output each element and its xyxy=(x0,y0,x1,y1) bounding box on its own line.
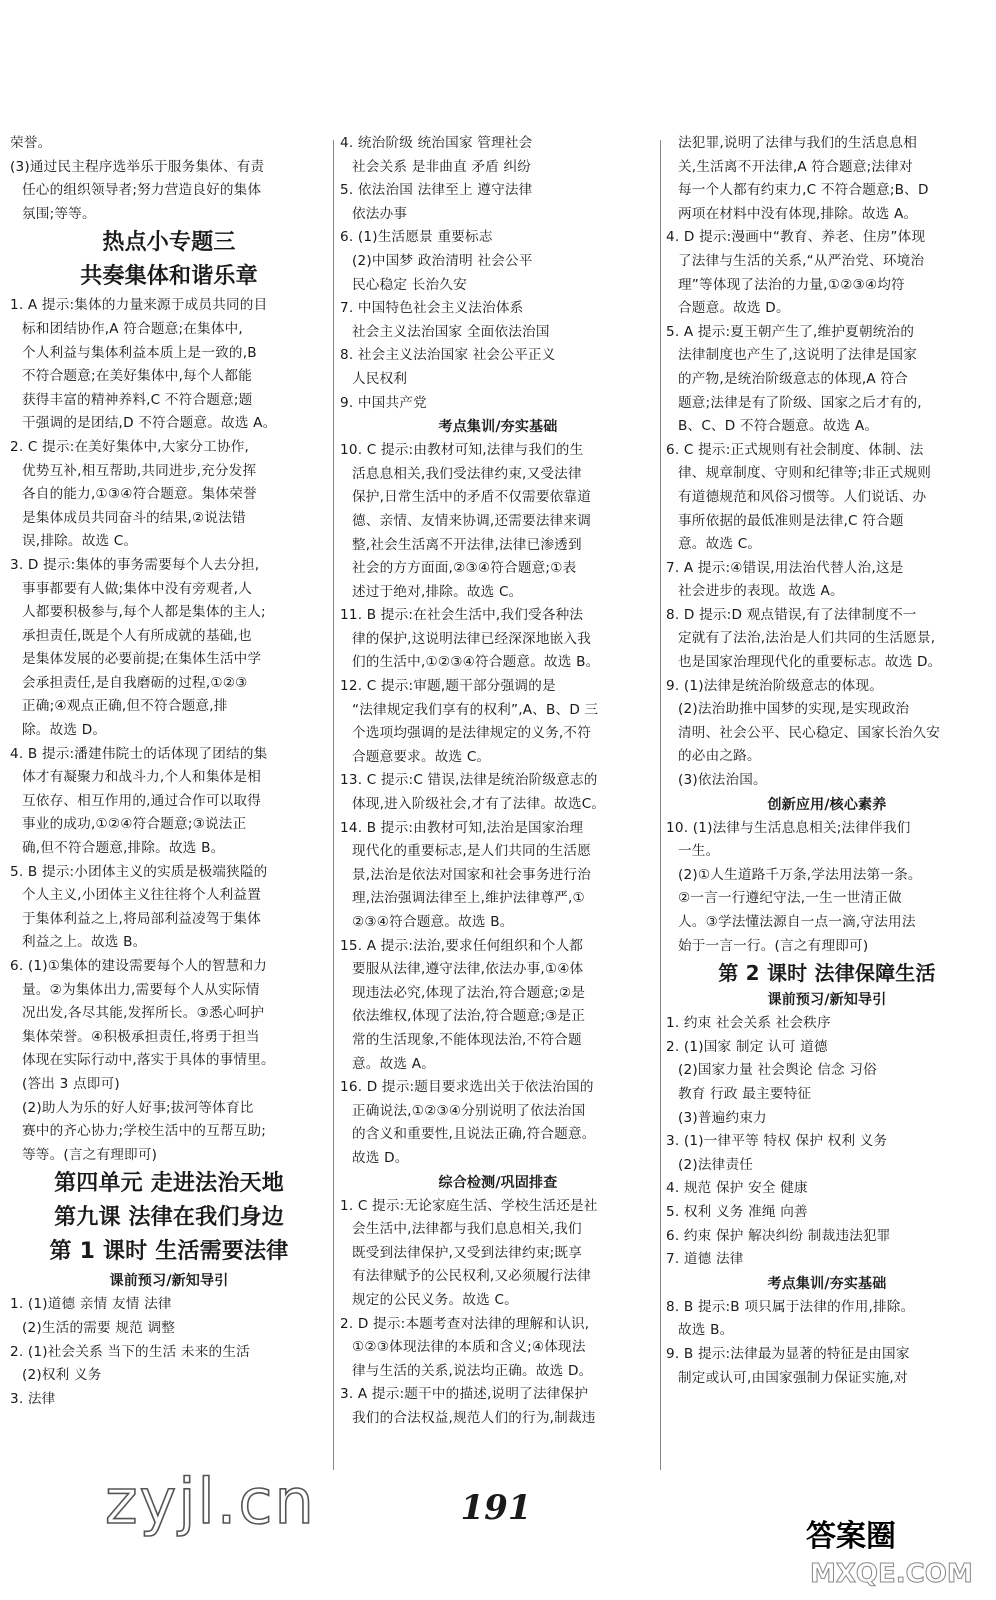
text-line: (2)法治助推中国梦的实现,是实现政治 xyxy=(678,701,910,718)
text-line: 5. B 提示:小团体主义的实质是极端狭隘的 xyxy=(10,863,268,880)
text-line: 两项在材料中没有体现,排除。故选 A。 xyxy=(678,205,918,222)
text-line: 6. C 提示:正式规则有社会制度、体制、法 xyxy=(666,441,924,458)
text-line: 4. B 提示:潘建伟院士的话体现了团结的集 xyxy=(10,745,268,762)
text-line: 的产物,是统治阶级意志的体现,A 符合 xyxy=(678,370,908,387)
text-line: 7. 道德 法律 xyxy=(666,1251,744,1268)
text-line: 事业的成功,①②④符合题意;③说法正 xyxy=(22,816,247,833)
text-line: 2. C 提示:在美好集体中,大家分工协作, xyxy=(10,438,250,455)
text-line: 3. D 提示:集体的事务需要每个人去分担, xyxy=(10,556,260,573)
text-line: 民心稳定 长治久安 xyxy=(352,276,467,293)
text-line: 各自的能力,①③④符合题意。集体荣誉 xyxy=(22,486,257,503)
text-line: (2)国家力量 社会舆论 信念 习俗 xyxy=(678,1062,877,1079)
text-line: 5. A 提示:夏王朝产生了,维护夏朝统治的 xyxy=(666,323,915,340)
mxqe-logo-icon xyxy=(800,1516,986,1594)
subsection-heading: 考点集训/夯实基础 xyxy=(438,419,558,436)
text-line: 8. D 提示:D 观点错误,有了法律制度不一 xyxy=(666,606,917,623)
text-line: 于集体利益之上,将局部利益凌驾于集体 xyxy=(22,910,262,927)
text-line: 依法维权,体现了法治,符合题意;③是正 xyxy=(352,1008,586,1025)
text-line: 正确说法,①②③④分别说明了依法治国 xyxy=(352,1102,586,1119)
text-line: 8. B 提示:B 项只属于法律的作用,排除。 xyxy=(666,1298,915,1315)
subsection-heading: 考点集训/夯实基础 xyxy=(767,1275,887,1292)
text-line: 任心的组织领导者;努力营造良好的集体 xyxy=(22,182,262,199)
text-line: 故选 D。 xyxy=(352,1149,409,1166)
text-line: 况出发,各尽其能,发挥所长。③悉心呵护 xyxy=(22,1005,265,1022)
text-line: 既受到法律保护,又受到法律约束;既享 xyxy=(352,1244,582,1261)
text-line: 1. C 提示:无论家庭生活、学校生活还是社 xyxy=(340,1197,598,1214)
text-line: 合题意。故选 D。 xyxy=(678,300,790,317)
text-line: 荣誉。 xyxy=(10,135,52,151)
text-line: 4. D 提示:漫画中“教育、养老、住房”体现 xyxy=(666,229,926,246)
text-line: 确,但不符合题意,排除。故选 B。 xyxy=(22,840,225,857)
text-line: 5. 权利 义务 准绳 向善 xyxy=(666,1203,808,1220)
text-line: 清明、社会公平、民心稳定、国家长治久安 xyxy=(678,724,941,741)
text-line: 人民权利 xyxy=(352,370,408,387)
text-line: 3. 法律 xyxy=(10,1390,56,1407)
text-line: 依法办事 xyxy=(352,205,408,222)
text-line: 个人主义,小团体主义往往将个人利益置 xyxy=(22,887,262,904)
text-line: 9. 中国共产党 xyxy=(340,394,427,411)
text-line: 定就有了法治,法治是人们共同的生活愿景, xyxy=(678,630,936,647)
text-line: 集体荣誉。④积极承担责任,将勇于担当 xyxy=(22,1028,260,1045)
text-line: 3. (1)一律平等 特权 保护 权利 义务 xyxy=(666,1133,888,1150)
text-line: 理”等体现了法治的力量,①②③④均符 xyxy=(678,276,905,293)
text-line: 关,生活离不开法律,A 符合题意;法律对 xyxy=(678,158,913,175)
text-line: 景,法治是依法对国家和社会事务进行治 xyxy=(352,866,592,883)
text-line: 社会主义法治国家 全面依法治国 xyxy=(352,323,550,340)
subsection-heading: 创新应用/核心素养 xyxy=(767,796,887,813)
text-line: 15. A 提示:法治,要求任何组织和个人都 xyxy=(340,937,584,954)
column-divider xyxy=(333,140,334,1470)
column-1 xyxy=(10,132,328,1411)
text-line: 不符合题意;在美好集体中,每个人都能 xyxy=(22,368,252,385)
text-line: 事所依据的最低准则是法律,C 符合题 xyxy=(678,512,904,529)
text-line: 赛中的齐心协力;学校生活中的互帮互助; xyxy=(22,1123,267,1140)
text-line: (3)依法治国。 xyxy=(678,772,767,789)
column-divider xyxy=(660,140,661,1470)
text-line: 10. (1)法律与生活息息相关;法律伴我们 xyxy=(666,819,911,836)
text-line: 7. 中国特色社会主义法治体系 xyxy=(340,300,524,317)
watermark-domain: MXQE.COM xyxy=(810,1559,973,1589)
text-line: 6. 约束 保护 解决纠纷 制裁违法犯罪 xyxy=(666,1227,891,1244)
text-line: 始于一言一行。(言之有理即可) xyxy=(678,937,869,954)
text-line: 社会关系 是非曲直 矛盾 纠纷 xyxy=(352,158,532,175)
column-2 xyxy=(340,132,656,1430)
text-line: 教育 行政 最主要特征 xyxy=(678,1085,812,1102)
text-line: 1. A 提示:集体的力量来源于成员共同的目 xyxy=(10,297,268,314)
text-line: 活息息相关,我们受法律约束,又受法律 xyxy=(352,465,582,482)
text-line: 体才有凝聚力和战斗力,个人和集体是相 xyxy=(22,769,262,786)
text-line: 人都要积极参与,每个人都是集体的主人; xyxy=(22,604,266,621)
text-line: 要服从法律,遵守法律,依法办事,①④体 xyxy=(352,961,584,978)
text-line: 体现在实际行动中,落实于具体的事情里。 xyxy=(22,1052,275,1069)
section-heading: 第 1 课时 生活需要法律 xyxy=(49,1239,289,1265)
text-line: (3)通过民主程序选举乐于服务集体、有责 xyxy=(10,158,265,175)
text-line: 德、亲情、友情来协调,还需要法律来调 xyxy=(352,512,592,529)
text-line: 8. 社会主义法治国家 社会公平正义 xyxy=(340,347,556,364)
text-line: ②一言一行遵纪守法,一生一世清正做 xyxy=(678,890,902,907)
text-line: 互依存、相互作用的,通过合作可以取得 xyxy=(22,792,262,809)
text-line: 一生。 xyxy=(678,843,720,860)
text-line: (2)助人为乐的好人好事;拔河等体育比 xyxy=(22,1099,254,1116)
text-line: 题意;法律是有了阶级、国家之后才有的, xyxy=(678,394,922,411)
text-line: (3)普遍约束力 xyxy=(678,1109,767,1126)
text-line: 6. (1)生活愿景 重要标志 xyxy=(340,229,493,246)
text-line: 16. D 提示:题目要求选出关于依法治国的 xyxy=(340,1079,594,1096)
text-line: 现违法必究,体现了法治,符合题意;②是 xyxy=(352,984,586,1001)
subsection-heading: 课前预习/新知导引 xyxy=(767,992,887,1009)
section-heading: 第四单元 走进法治天地 xyxy=(54,1171,284,1197)
column-3 xyxy=(666,132,988,1390)
watermark-zyjl: zyjl.cn xyxy=(105,1465,316,1538)
text-line: 保护,日常生活中的矛盾不仅需要依靠道 xyxy=(352,489,592,506)
text-line: 律的保护,这说明法律已经深深地嵌入我 xyxy=(352,630,592,647)
text-line: 优势互补,相互帮助,共同进步,充分发挥 xyxy=(22,462,257,479)
text-line: 也是国家治理现代化的重要标志。故选 D。 xyxy=(678,654,942,671)
text-line: 法犯罪,说明了法律与我们的生活息息相 xyxy=(678,135,918,151)
text-line: 整,社会生活离不开法律,法律已渗透到 xyxy=(352,536,582,553)
text-line: 律、规章制度、守则和纪律等;非正式规则 xyxy=(678,465,932,482)
text-line: 社会的方方面面,②③④符合题意;①表 xyxy=(352,560,577,577)
section-heading: 共奏集体和谐乐章 xyxy=(80,264,258,290)
page-number: 191 xyxy=(460,1488,532,1528)
section-heading: 第 2 课时 法律保障生活 xyxy=(718,961,936,986)
text-line: 承担责任,既是个人有所成就的基础,也 xyxy=(22,627,252,644)
text-line: 意。故选 A。 xyxy=(352,1055,435,1072)
text-line: 量。②为集体出力,需要每个人从实际情 xyxy=(22,981,260,998)
text-line: 3. A 提示:题干中的描述,说明了法律保护 xyxy=(340,1386,589,1403)
text-line: 1. 约束 社会关系 社会秩序 xyxy=(666,1015,831,1032)
text-line: 人。③学法懂法源自一点一滴,守法用法 xyxy=(678,914,916,930)
text-line: 是集体发展的必要前提;在集体生活中学 xyxy=(22,651,262,668)
text-line: ①②③体现法律的本质和含义;④体现法 xyxy=(352,1339,586,1356)
text-line: 故选 B。 xyxy=(678,1322,734,1339)
subsection-heading: 课前预习/新知导引 xyxy=(109,1273,229,1290)
text-line: 律与生活的关系,说法均正确。故选 D。 xyxy=(352,1362,593,1379)
text-line: 11. B 提示:在社会生活中,我们受各种法 xyxy=(340,607,584,624)
text-line: 2. D 提示:本题考查对法律的理解和认识, xyxy=(340,1315,590,1332)
text-line: 13. C 提示:C 错误,法律是统治阶级意志的 xyxy=(340,772,598,789)
text-line: 常的生活现象,不能体现法治,不符合题 xyxy=(352,1031,582,1048)
text-line: (2)①人生道路千万条,学法用法第一条。 xyxy=(678,866,922,883)
text-line: 获得丰富的精神养料,C 不符合题意;题 xyxy=(22,391,253,408)
section-heading: 热点小专题三 xyxy=(102,230,236,256)
text-line: 个选项均强调的是法律规定的义务,不符 xyxy=(352,725,592,742)
svg-text:答案圈: 答案圈 xyxy=(806,1519,896,1554)
text-line: 了法律与生活的关系,“从严治党、环境治 xyxy=(678,252,925,269)
text-line: 等等。(言之有理即可) xyxy=(22,1146,158,1163)
text-line: 合题意要求。故选 C。 xyxy=(352,748,491,765)
text-line: 现代化的重要标志,是人们共同的生活愿 xyxy=(352,843,592,860)
text-line: 意。故选 C。 xyxy=(678,536,762,553)
text-line: 氛围;等等。 xyxy=(22,205,96,222)
text-line: 是集体成员共同奋斗的结果,②说法错 xyxy=(22,509,246,526)
text-line: (2)生活的需要 规范 调整 xyxy=(22,1319,176,1336)
text-line: 的必由之路。 xyxy=(678,748,761,765)
subsection-heading: 综合检测/巩固排查 xyxy=(438,1174,558,1191)
text-line: 个人利益与集体利益本质上是一致的,B xyxy=(22,344,257,361)
text-line: 9. (1)法律是统治阶级意志的体现。 xyxy=(666,677,884,694)
text-line: 体现,进入阶级社会,才有了法律。故选C。 xyxy=(352,796,606,813)
text-line: “法律规定我们享有的权利”,A、B、D 三 xyxy=(352,701,599,718)
text-line: 误,排除。故选 C。 xyxy=(22,533,138,550)
text-line: 有法律赋予的公民权利,又必须履行法律 xyxy=(352,1268,592,1285)
text-line: 每一个人都有约束力,C 不符合题意;B、D xyxy=(678,182,929,199)
text-line: 规定的公民义务。故选 C。 xyxy=(352,1291,518,1308)
text-line: (2)权利 义务 xyxy=(22,1367,102,1384)
text-line: ②③④符合题意。故选 B。 xyxy=(352,914,514,930)
text-line: (2)中国梦 政治清明 社会公平 xyxy=(352,252,533,269)
text-line: (答出 3 点即可) xyxy=(22,1075,120,1092)
text-line: 述过于绝对,排除。故选 C。 xyxy=(352,583,523,600)
text-line: 利益之上。故选 B。 xyxy=(22,934,147,951)
text-line: 正确;④观点正确,但不符合题意,排 xyxy=(22,698,228,715)
text-line: 会生活中,法律都与我们息息相关,我们 xyxy=(352,1221,582,1238)
text-line: 的含义和重要性,且说法正确,符合题意。 xyxy=(352,1126,596,1143)
text-line: 社会进步的表现。故选 A。 xyxy=(678,583,844,600)
text-line: 9. B 提示:法律最为显著的特征是由国家 xyxy=(666,1345,910,1362)
text-line: 标和团结协作,A 符合题意;在集体中, xyxy=(22,320,243,337)
text-line: 理,法治强调法律至上,维护法律尊严,① xyxy=(352,890,585,907)
text-line: 除。故选 D。 xyxy=(22,722,107,739)
text-line: 7. A 提示:④错误,用法治代替人治,这是 xyxy=(666,559,904,576)
text-line: 4. 规范 保护 安全 健康 xyxy=(666,1180,808,1197)
text-line: 12. C 提示:审题,题干部分强调的是 xyxy=(340,678,556,695)
text-line: 4. 统治阶级 统治国家 管理社会 xyxy=(340,135,533,151)
text-line: 干强调的是团结,D 不符合题意。故选 A。 xyxy=(22,415,277,432)
text-line: 2. (1)国家 制定 认可 道德 xyxy=(666,1038,828,1055)
text-line: 2. (1)社会关系 当下的生活 未来的生活 xyxy=(10,1343,250,1360)
text-line: 我们的合法权益,规范人们的行为,制裁违 xyxy=(352,1409,596,1426)
text-line: 6. (1)①集体的建设需要每个人的智慧和力 xyxy=(10,958,268,974)
text-line: 事事都要有人做;集体中没有旁观者,人 xyxy=(22,580,252,597)
text-line: 14. B 提示:由教材可知,法治是国家治理 xyxy=(340,819,584,836)
text-line: 10. C 提示:由教材可知,法律与我们的生 xyxy=(340,442,584,459)
section-heading: 第九课 法律在我们身边 xyxy=(54,1205,284,1231)
text-line: 会承担责任,是自我磨砺的过程,①②③ xyxy=(22,674,248,691)
text-line: 制定或认可,由国家强制力保证实施,对 xyxy=(678,1369,908,1386)
text-line: 们的生活中,①②③④符合题意。故选 B。 xyxy=(352,654,600,671)
text-line: 5. 依法治国 法律至上 遵守法律 xyxy=(340,182,533,199)
text-line: 法律制度也产生了,这说明了法律是国家 xyxy=(678,347,918,364)
text-line: 有道德规范和风俗习惯等。人们说话、办 xyxy=(678,488,927,505)
watermark-mxqe-logo xyxy=(800,1516,986,1594)
text-line: B、C、D 不符合题意。故选 A。 xyxy=(678,418,879,435)
text-line: 1. (1)道德 亲情 友情 法律 xyxy=(10,1296,172,1313)
text-line: (2)法律责任 xyxy=(678,1156,754,1173)
